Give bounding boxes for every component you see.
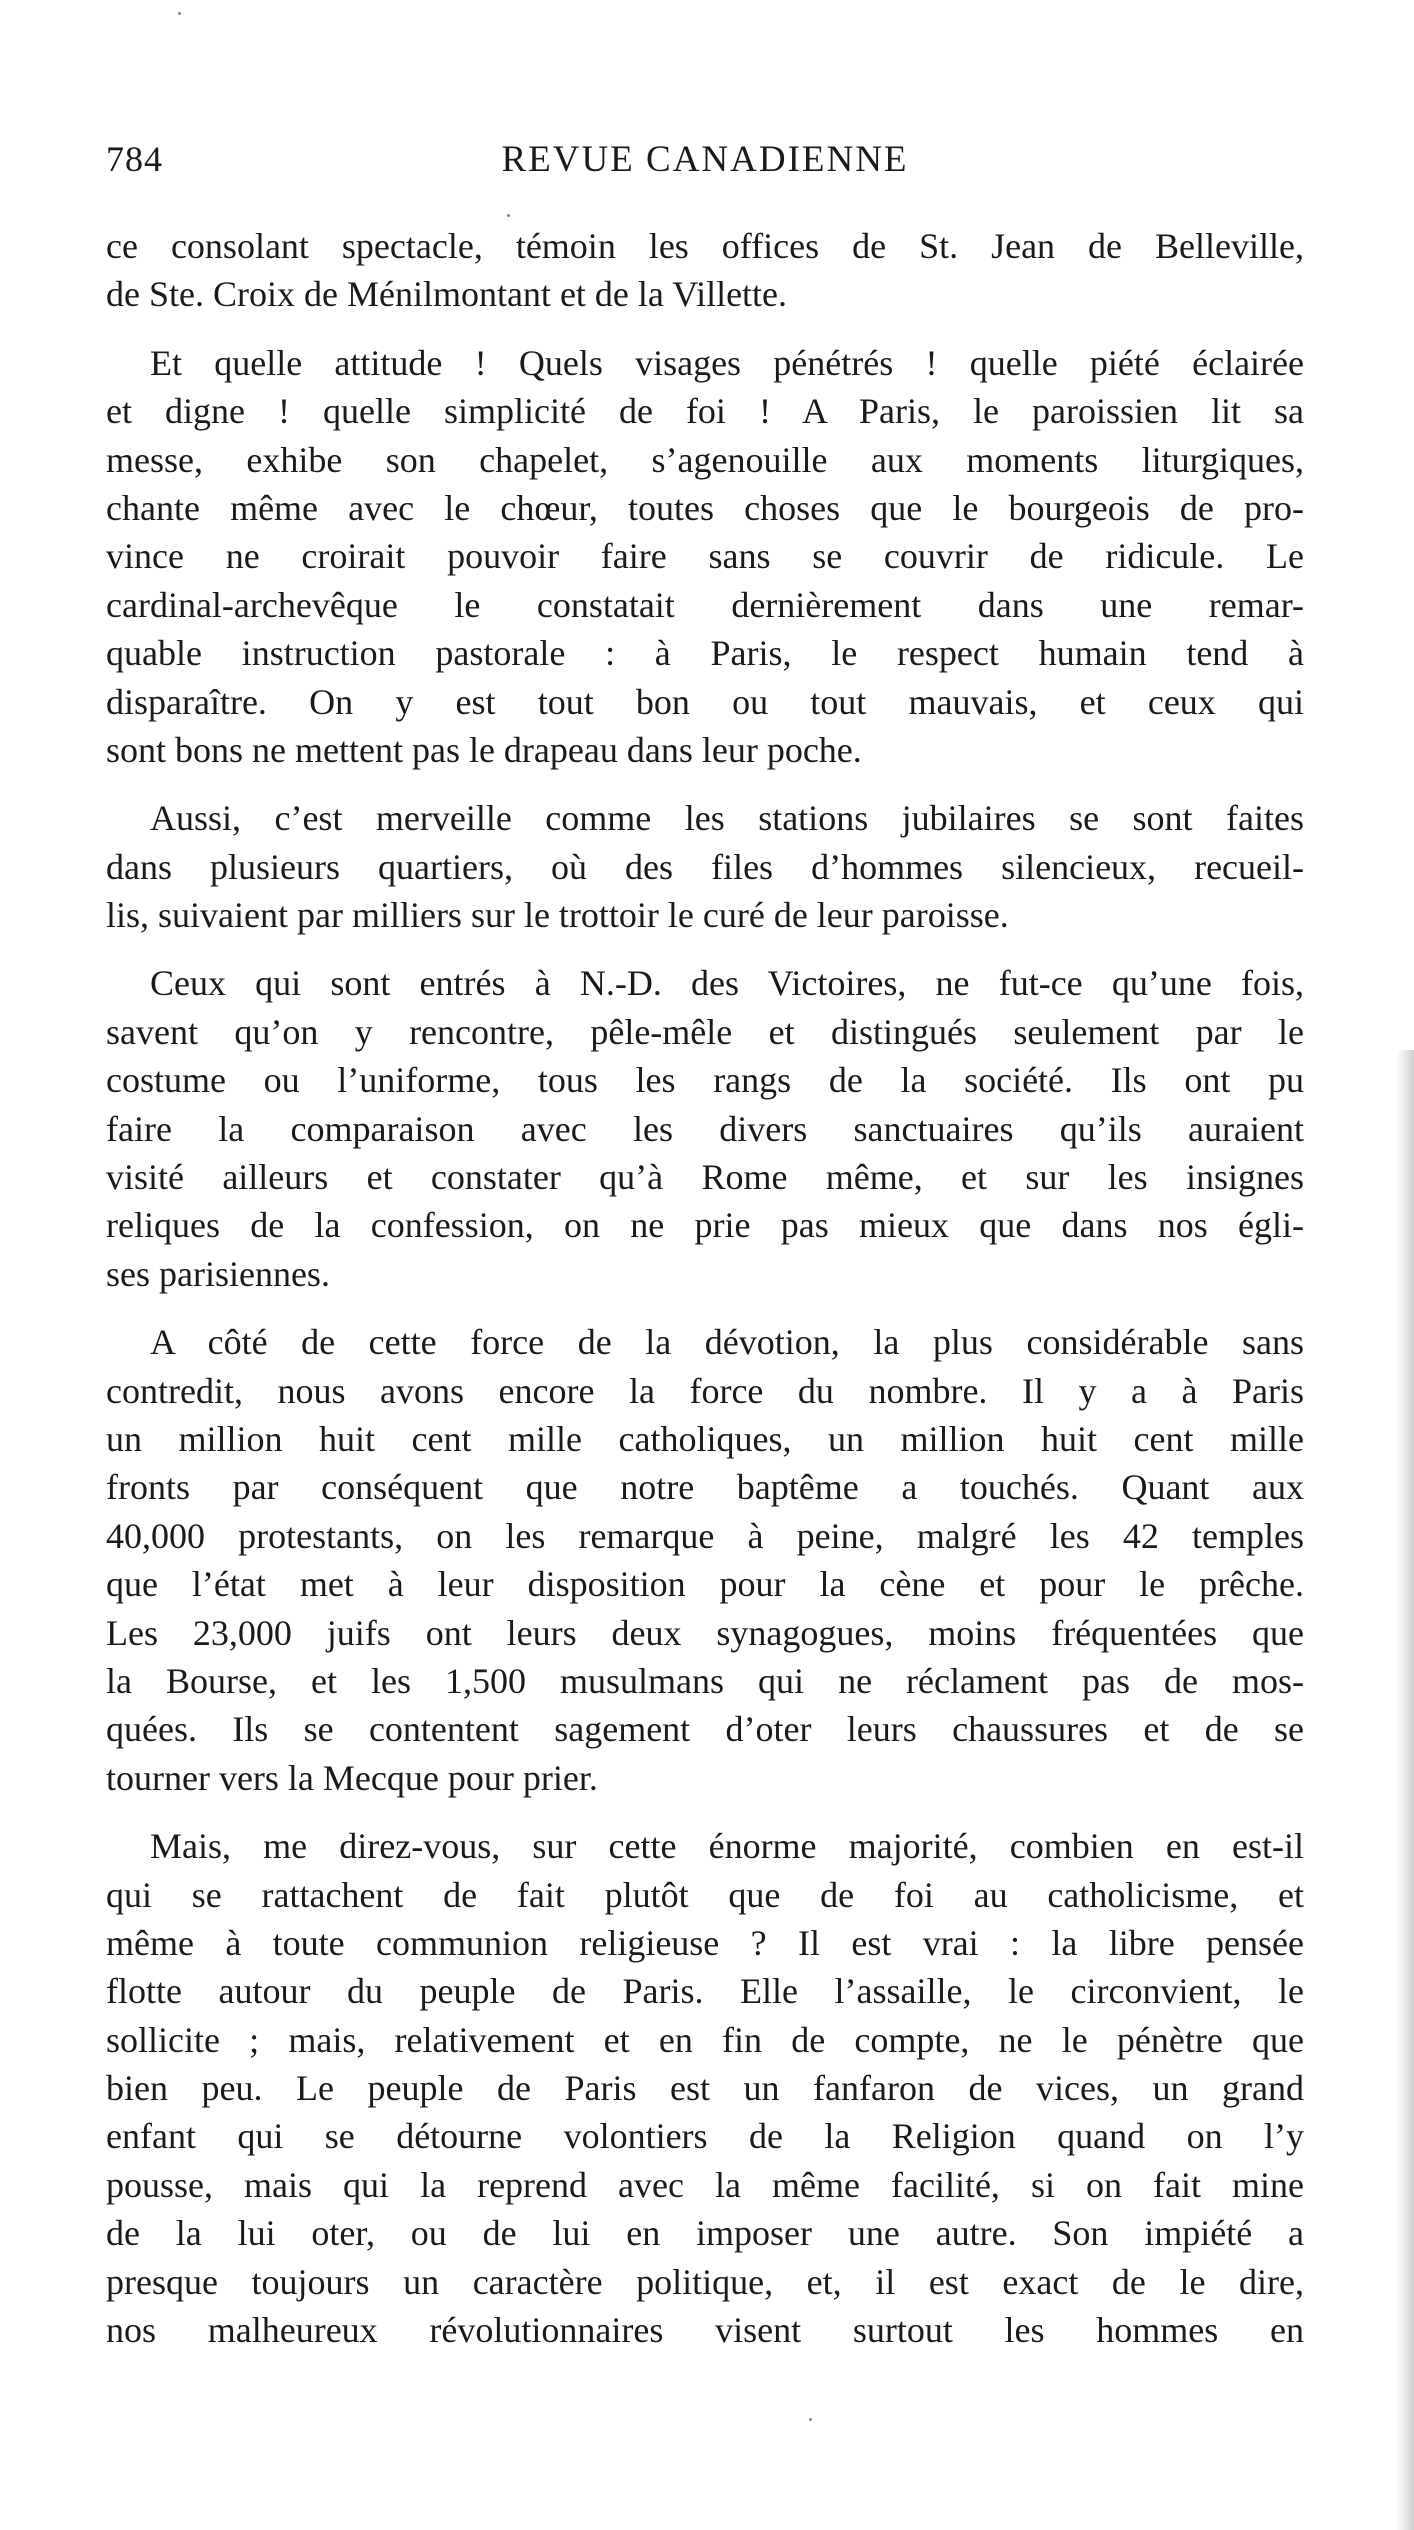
body-text xyxy=(106,222,1304,2374)
text-line: 40,000 protestants, on les remarque à peine, malgré les 42 temples xyxy=(106,1515,1304,1556)
text-line: presque toujours un caractère politique, et, il est exact de le dire, xyxy=(106,2261,1304,2302)
text-line: pousse, mais qui la reprend avec la même facilité, si on fait mine xyxy=(106,2164,1304,2205)
text-line: nos malheureux révolutionnaires visent surtout les hommes en xyxy=(106,2310,1304,2351)
text-line: costume ou l’uniforme, tous les rangs de la société. Ils ont pu xyxy=(106,1060,1304,1101)
text-line: A côté de cette force de la dévotion, la plus considérable sans xyxy=(150,1322,1304,1363)
text-line: de Ste. Croix de Ménilmontant et de la Villette. xyxy=(106,274,788,315)
paragraph xyxy=(106,1318,1304,1802)
text-line: dans plusieurs quartiers, où des files d’hommes silencieux, recueil- xyxy=(106,846,1304,887)
text-line: sont bons ne mettent pas le drapeau dans leur poche. xyxy=(106,729,862,770)
journal-title: REVUE CANADIENNE xyxy=(501,139,909,180)
text-line: même à toute communion religieuse ? Il est vrai : la libre pensée xyxy=(106,1922,1304,1963)
text-line: visité ailleurs et constater qu’à Rome même, et sur les insignes xyxy=(106,1157,1304,1198)
text-line: que l’état met à leur disposition pour la cène et pour le prêche. xyxy=(106,1564,1304,1605)
text-line: la Bourse, et les 1,500 musulmans qui ne réclament pas de mos- xyxy=(106,1660,1304,1701)
text-line: cardinal-archevêque le constatait dernièrement dans une remar- xyxy=(106,584,1304,625)
paper-speck xyxy=(809,2418,812,2421)
text-line: Les 23,000 juifs ont leurs deux synagogues, moins fréquentées que xyxy=(106,1612,1304,1653)
paragraph xyxy=(106,1822,1304,2354)
text-line: fronts par conséquent que notre baptême a touchés. Quant aux xyxy=(106,1467,1304,1508)
text-line: et digne ! quelle simplicité de foi ! A Paris, le paroissien lit sa xyxy=(106,391,1304,432)
text-line: flotte autour du peuple de Paris. Elle l’assaille, le circonvient, le xyxy=(106,1971,1304,2012)
text-line: tourner vers la Mecque pour prier. xyxy=(106,1757,598,1798)
paragraph xyxy=(106,222,1304,319)
text-line: ce consolant spectacle, témoin les offices de St. Jean de Belleville, xyxy=(106,226,1304,266)
text-line: faire la comparaison avec les divers sanctuaires qu’ils auraient xyxy=(106,1108,1304,1149)
text-line: enfant qui se détourne volontiers de la Religion quand on l’y xyxy=(106,2116,1304,2157)
text-line: Mais, me direz-vous, sur cette énorme majorité, combien en est-il xyxy=(150,1826,1304,1867)
text-line: bien peu. Le peuple de Paris est un fanfaron de vices, un grand xyxy=(106,2068,1304,2109)
text-line: lis, suivaient par milliers sur le trottoir le curé de leur paroisse. xyxy=(106,895,1009,936)
text-line: de la lui oter, ou de lui en imposer une autre. Son impiété a xyxy=(106,2213,1304,2254)
page-number: 784 xyxy=(106,139,163,179)
text-line: contredit, nous avons encore la force du nombre. Il y a à Paris xyxy=(106,1370,1304,1411)
text-line: disparaître. On y est tout bon ou tout mauvais, et ceux qui xyxy=(106,681,1304,722)
text-line: ses parisiennes. xyxy=(106,1253,330,1294)
paper-speck xyxy=(507,214,510,217)
text-line: qui se rattachent de fait plutôt que de foi au catholicisme, et xyxy=(106,1874,1304,1915)
text-line: reliques de la confession, on ne prie pas mieux que dans nos égli- xyxy=(106,1205,1304,1246)
text-line: Aussi, c’est merveille comme les stations jubilaires se sont faites xyxy=(150,798,1304,839)
text-line: chante même avec le chœur, toutes choses que le bourgeois de pro- xyxy=(106,487,1304,528)
text-line: quable instruction pastorale : à Paris, le respect humain tend à xyxy=(106,633,1304,674)
text-line: savent qu’on y rencontre, pêle-mêle et distingués seulement par le xyxy=(106,1011,1304,1052)
text-line: un million huit cent mille catholiques, un million huit cent mille xyxy=(106,1418,1304,1459)
paragraph xyxy=(106,339,1304,775)
text-line: vince ne croirait pouvoir faire sans se couvrir de ridicule. Le xyxy=(106,536,1304,577)
paragraph xyxy=(106,794,1304,939)
paragraph xyxy=(106,959,1304,1298)
paper-speck xyxy=(178,12,181,15)
running-head xyxy=(106,138,1304,190)
text-line: sollicite ; mais, relativement et en fin de compte, ne le pénètre que xyxy=(106,2019,1304,2060)
text-line: messe, exhibe son chapelet, s’agenouille aux moments liturgiques, xyxy=(106,439,1304,480)
text-line: Ceux qui sont entrés à N.-D. des Victoires, ne fut-ce qu’une fois, xyxy=(150,963,1304,1004)
text-line: quées. Ils se contentent sagement d’oter leurs chaussures et de se xyxy=(106,1709,1304,1750)
page-edge-shadow xyxy=(1396,1050,1414,2530)
text-line: Et quelle attitude ! Quels visages pénétrés ! quelle piété éclairée xyxy=(150,342,1304,383)
